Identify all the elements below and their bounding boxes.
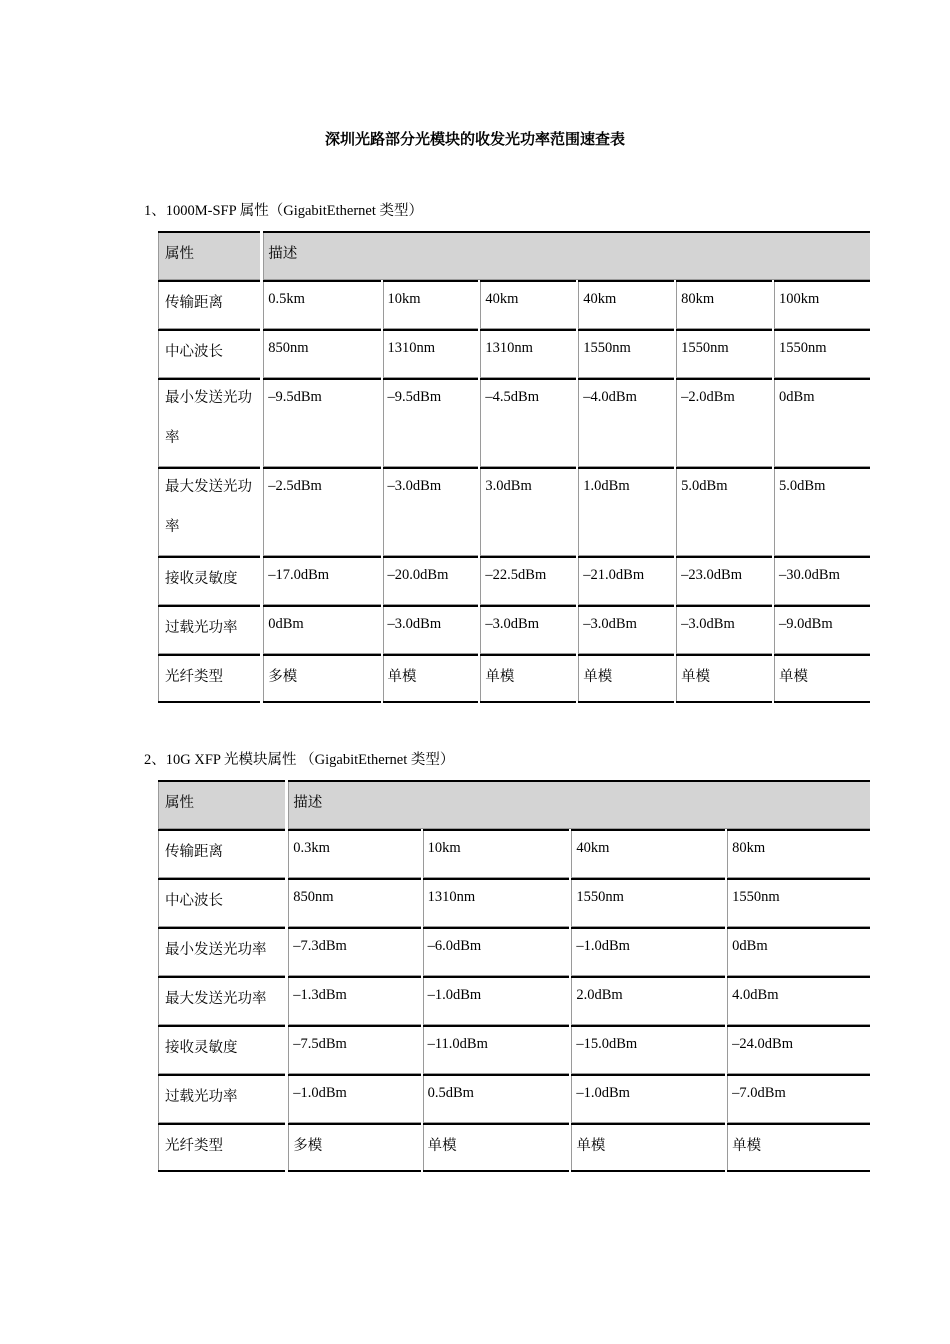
row-label-cell: 传输距离 [158, 280, 262, 329]
value-cell: –30.0dBm [773, 556, 871, 605]
value-cell: 100km [773, 280, 871, 329]
value-cell: 1310nm [479, 329, 577, 378]
value-cell: –9.0dBm [773, 605, 871, 654]
value-cell: 4.0dBm [726, 976, 871, 1025]
table-row [158, 1025, 871, 1074]
value-cell: –6.0dBm [422, 927, 571, 976]
value-cell: 单模 [422, 1123, 571, 1172]
value-cell: –23.0dBm [675, 556, 773, 605]
value-cell: –1.3dBm [287, 976, 422, 1025]
value-cell: –4.5dBm [479, 378, 577, 467]
value-cell: –21.0dBm [577, 556, 675, 605]
value-cell: 0dBm [726, 927, 871, 976]
value-cell: 单模 [479, 654, 577, 703]
value-cell: 0.3km [287, 829, 422, 878]
value-cell: –9.5dBm [262, 378, 382, 467]
row-label-cell: 最小发送光功率 [158, 378, 262, 467]
value-cell: 40km [479, 280, 577, 329]
value-cell: 40km [570, 829, 726, 878]
value-cell: 单模 [570, 1123, 726, 1172]
value-cell: 1550nm [675, 329, 773, 378]
table-row [158, 605, 871, 654]
value-cell: –20.0dBm [382, 556, 480, 605]
value-cell: 1.0dBm [577, 467, 675, 556]
value-cell: –1.0dBm [570, 1074, 726, 1123]
value-cell: 0dBm [773, 378, 871, 467]
sfp-table [158, 231, 872, 703]
table-row [158, 829, 871, 878]
xfp-table [158, 780, 872, 1172]
section1-heading: 1、1000M-SFP 属性（GigabitEthernet 类型） [144, 203, 423, 219]
table-row [158, 556, 871, 605]
value-cell: 1550nm [726, 878, 871, 927]
value-cell: –3.0dBm [577, 605, 675, 654]
value-cell: 1310nm [382, 329, 480, 378]
section2-heading: 2、10G XFP 光模块属性 （GigabitEthernet 类型） [144, 752, 455, 768]
value-cell: –7.3dBm [287, 927, 422, 976]
row-label-cell: 接收灵敏度 [158, 556, 262, 605]
value-cell: 40km [577, 280, 675, 329]
page-title: 深圳光路部分光模块的收发光功率范围速查表 [324, 132, 625, 148]
value-cell: –3.0dBm [479, 605, 577, 654]
table-row [158, 280, 871, 329]
value-cell: –17.0dBm [262, 556, 382, 605]
row-label-cell: 过载光功率 [158, 1074, 287, 1123]
value-cell: –7.5dBm [287, 1025, 422, 1074]
header-desc-cell: 描述 [287, 780, 871, 829]
value-cell: 80km [726, 829, 871, 878]
row-label-cell: 中心波长 [158, 329, 262, 378]
value-cell: –1.0dBm [422, 976, 571, 1025]
value-cell: 0dBm [262, 605, 382, 654]
value-cell: –15.0dBm [570, 1025, 726, 1074]
value-cell: 10km [422, 829, 571, 878]
value-cell: –11.0dBm [422, 1025, 571, 1074]
value-cell: 单模 [726, 1123, 871, 1172]
value-cell: –3.0dBm [382, 605, 480, 654]
value-cell: 5.0dBm [773, 467, 871, 556]
table-header-row [158, 780, 871, 829]
value-cell: –2.5dBm [262, 467, 382, 556]
table-row [158, 976, 871, 1025]
value-cell: 多模 [287, 1123, 422, 1172]
table-row [158, 654, 871, 703]
row-label-cell: 最大发送光功率 [158, 467, 262, 556]
row-label-cell: 过载光功率 [158, 605, 262, 654]
value-cell: –3.0dBm [382, 467, 480, 556]
row-label-cell: 传输距离 [158, 829, 287, 878]
row-label-cell: 接收灵敏度 [158, 1025, 287, 1074]
header-attr-cell: 属性 [158, 231, 262, 280]
value-cell: 850nm [262, 329, 382, 378]
value-cell: –2.0dBm [675, 378, 773, 467]
table-header-row [158, 231, 871, 280]
value-cell: –9.5dBm [382, 378, 480, 467]
value-cell: 3.0dBm [479, 467, 577, 556]
table-row [158, 927, 871, 976]
value-cell: 单模 [577, 654, 675, 703]
value-cell: –3.0dBm [675, 605, 773, 654]
value-cell: –1.0dBm [287, 1074, 422, 1123]
value-cell: 多模 [262, 654, 382, 703]
value-cell: –24.0dBm [726, 1025, 871, 1074]
row-label-cell: 最小发送光功率 [158, 927, 287, 976]
value-cell: 850nm [287, 878, 422, 927]
value-cell: 0.5dBm [422, 1074, 571, 1123]
value-cell: 单模 [382, 654, 480, 703]
value-cell: –1.0dBm [570, 927, 726, 976]
value-cell: 单模 [675, 654, 773, 703]
table-row [158, 878, 871, 927]
row-label-cell: 光纤类型 [158, 654, 262, 703]
table-row [158, 329, 871, 378]
value-cell: 5.0dBm [675, 467, 773, 556]
table-row [158, 1123, 871, 1172]
value-cell: 单模 [773, 654, 871, 703]
value-cell: 80km [675, 280, 773, 329]
value-cell: 1310nm [422, 878, 571, 927]
table-row [158, 1074, 871, 1123]
value-cell: 1550nm [773, 329, 871, 378]
row-label-cell: 中心波长 [158, 878, 287, 927]
header-attr-cell: 属性 [158, 780, 287, 829]
row-label-cell: 光纤类型 [158, 1123, 287, 1172]
value-cell: 2.0dBm [570, 976, 726, 1025]
value-cell: 0.5km [262, 280, 382, 329]
table-row [158, 378, 871, 467]
value-cell: –4.0dBm [577, 378, 675, 467]
value-cell: 10km [382, 280, 480, 329]
header-desc-cell: 描述 [262, 231, 871, 280]
value-cell: –7.0dBm [726, 1074, 871, 1123]
value-cell: 1550nm [570, 878, 726, 927]
row-label-cell: 最大发送光功率 [158, 976, 287, 1025]
value-cell: –22.5dBm [479, 556, 577, 605]
value-cell: 1550nm [577, 329, 675, 378]
table-row [158, 467, 871, 556]
